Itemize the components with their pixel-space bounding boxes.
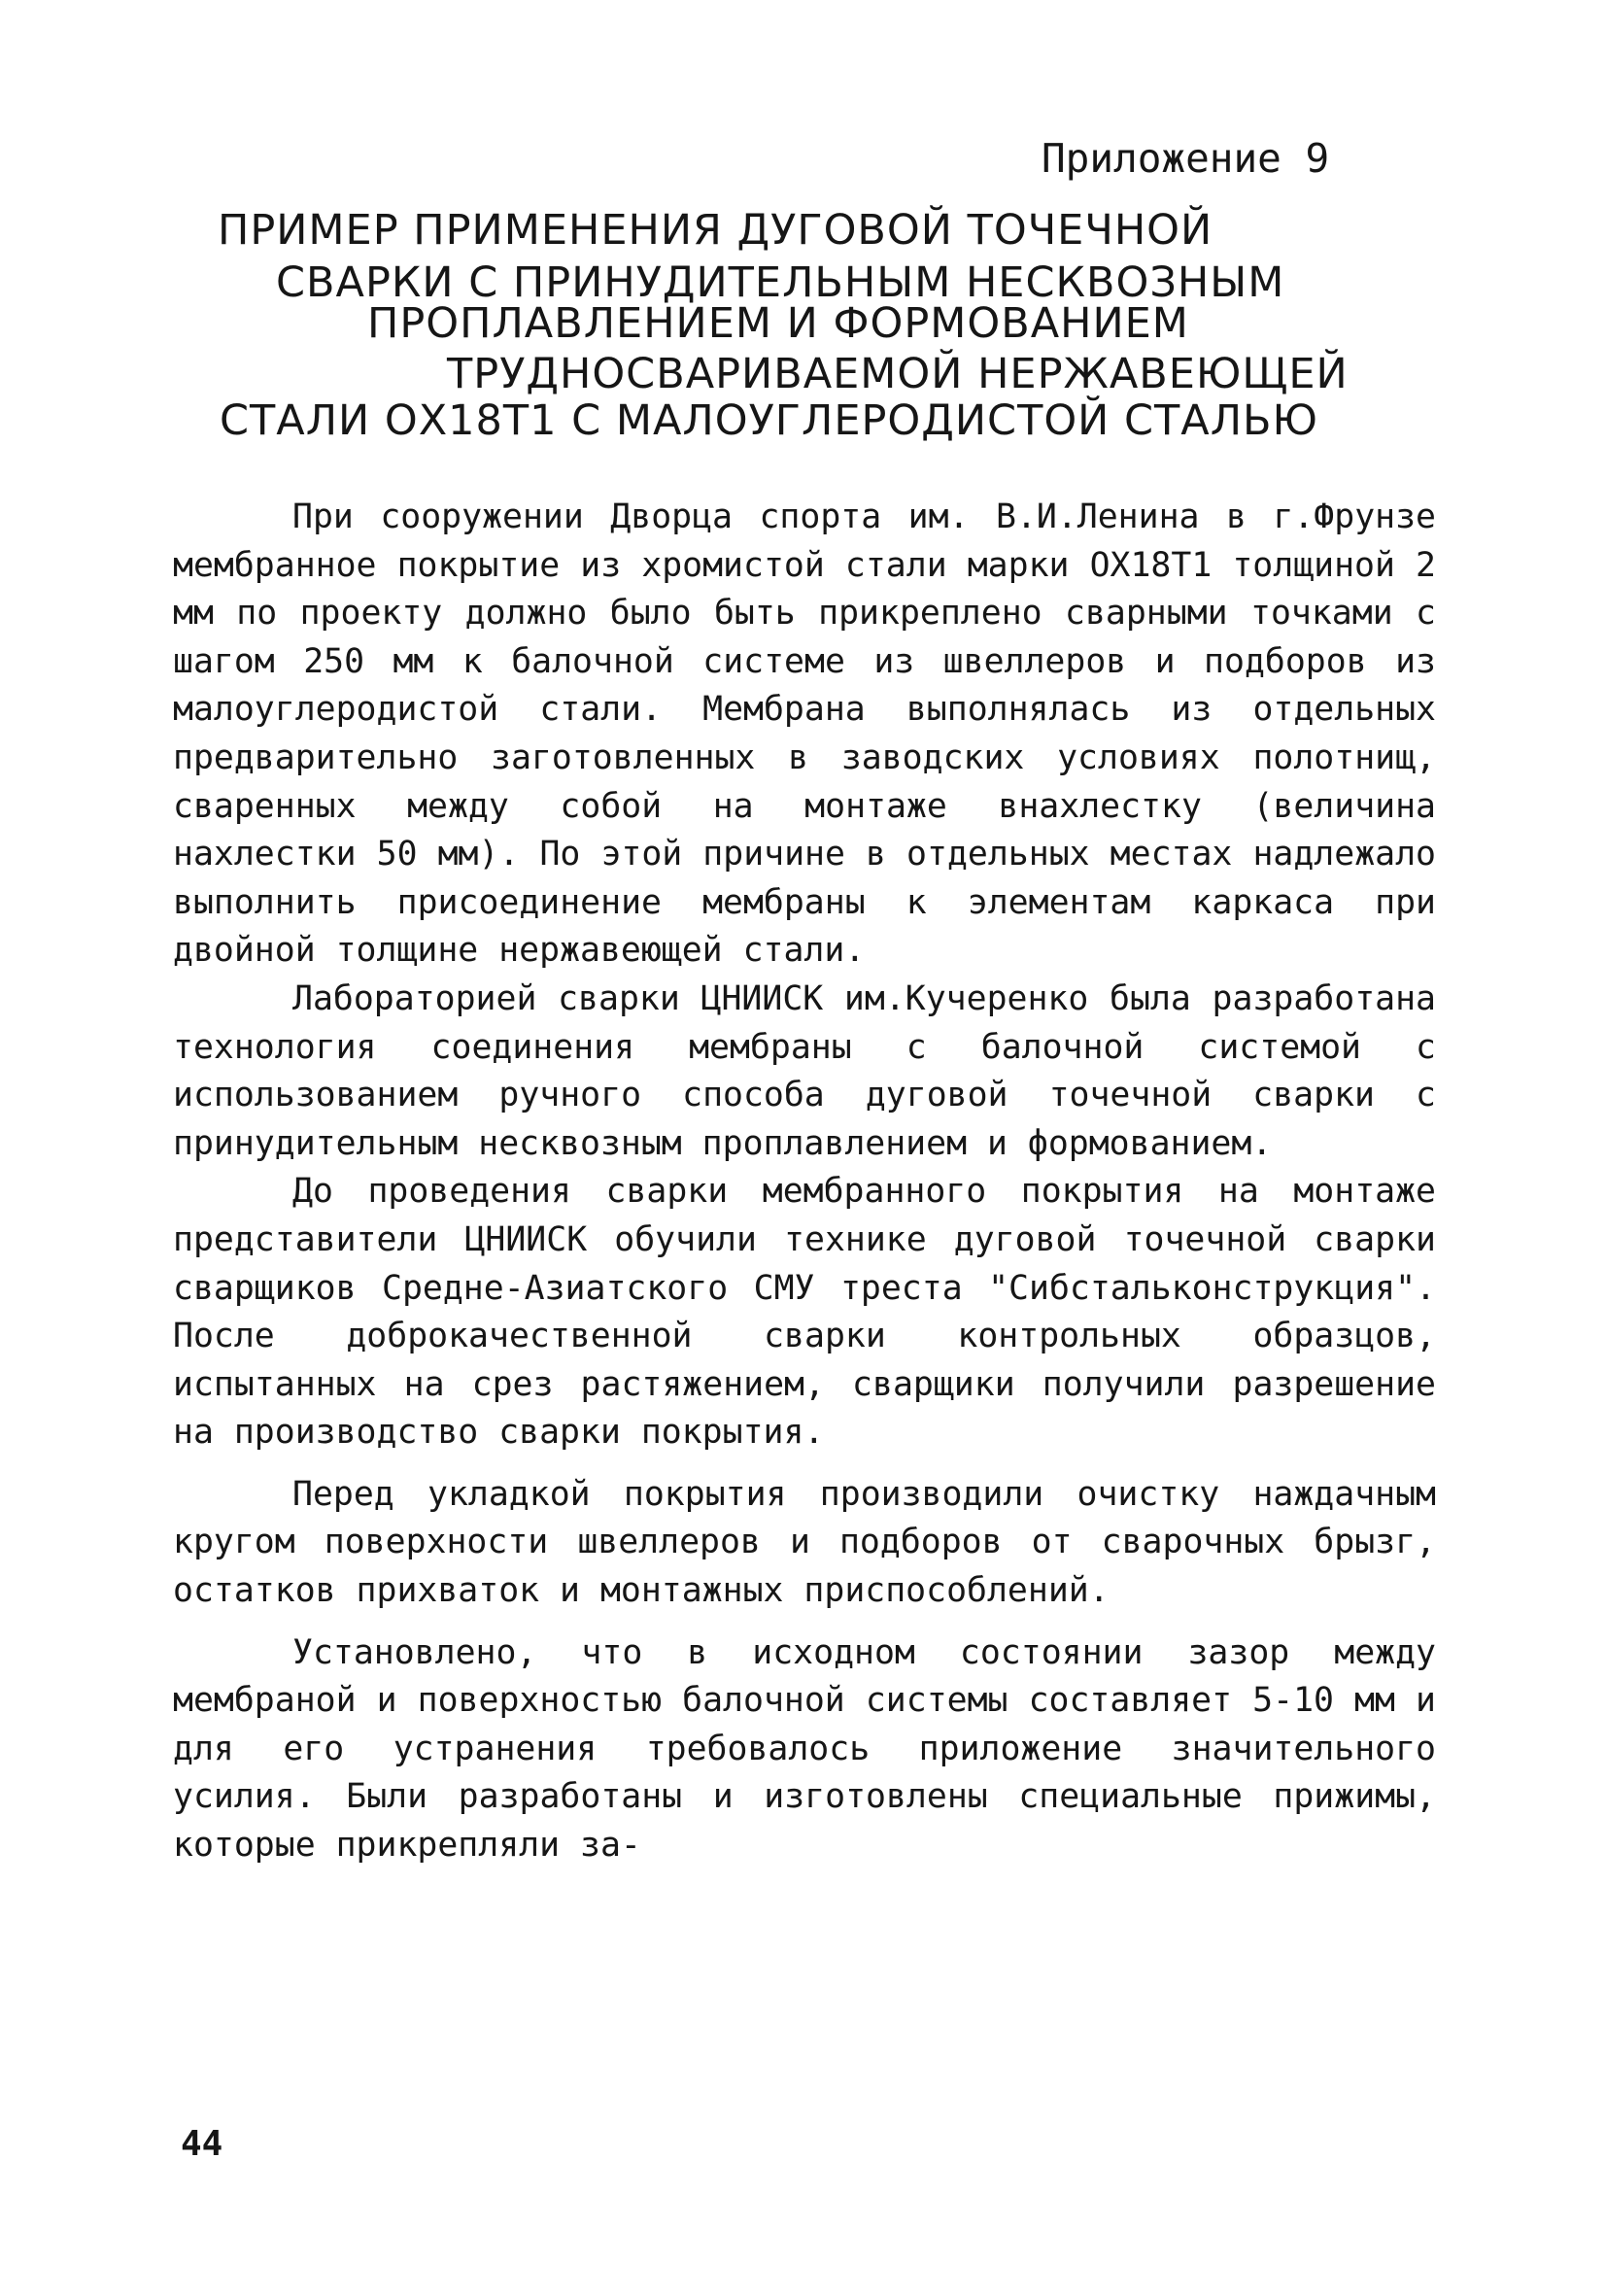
paragraph-1: При сооружении Дворца спорта им. В.И.Ленина в г.Фрунзе мембранное покрытие из хромистой стали марки ОХ18Т1 толщиной 2 мм по проекту должно было быть прикреплено сварными точками с шагом 250 мм к балочной системе из швеллеров и подборов из малоуглеродистой стали. Мембрана выполнялась из отдельных предварительно заготовленных в заводских условиях полотнищ, сваренных между собой на монтаже внахлестку (величина нахлестки 50 мм). По этой причине в отдельных местах надлежало выполнить присоединение мембраны к элементам каркаса при двойной толщине нержавеющей стали. [173, 497, 1436, 971]
title-line-5: СТАЛИ ОХ18Т1 С МАЛОУГЛЕРОДИСТОЙ СТАЛЬЮ [220, 396, 1318, 445]
page-number: 44 [181, 2124, 223, 2164]
appendix-label: Приложение 9 [1042, 135, 1330, 182]
paragraph-4: Перед укладкой покрытия производили очистку наждачным кругом поверхности швеллеров и подборов от сварочных брызг, остатков прихваток и монтажных приспособлений. [173, 1474, 1436, 1611]
title-line-4: ТРУДНОСВАРИВАЕМОЙ НЕРЖАВЕЮЩЕЙ [447, 350, 1349, 398]
title-line-2: СВАРКИ С ПРИНУДИТЕЛЬНЫМ НЕСКВОЗНЫМ [276, 258, 1285, 307]
paragraph-2: Лабораторией сварки ЦНИИСК им.Кучеренко была разработана технология соединения мембраны с балочной системой с использованием ручного способа дуговой точечной сварки с принудительным несквозным проплавлением и формованием. [173, 978, 1436, 1163]
paragraph-5: Установлено, что в исходном состоянии зазор между мембраной и поверхностью балочной системы составляет 5-10 мм и для его устранения требовалось приложение значительного усилия. Были разработаны и изготовлены специальные прижимы, которые прикрепляли за- [173, 1632, 1436, 1866]
paragraph-3: До проведения сварки мембранного покрытия на монтаже представители ЦНИИСК обучили технике дуговой точечной сварки сварщиков Средне-Азиатского СМУ треста "Сибстальконструкция". После доброкачественной сварки контрольных образцов, испытанных на срез растяжением, сварщики получили разрешение на производство сварки покрытия. [173, 1172, 1436, 1453]
body-text [173, 494, 1436, 1870]
title-line-3: ПРОПЛАВЛЕНИЕМ И ФОРМОВАНИЕМ [367, 299, 1189, 348]
title-line-1: ПРИМЕР ПРИМЕНЕНИЯ ДУГОВОЙ ТОЧЕЧНОЙ [218, 206, 1213, 255]
